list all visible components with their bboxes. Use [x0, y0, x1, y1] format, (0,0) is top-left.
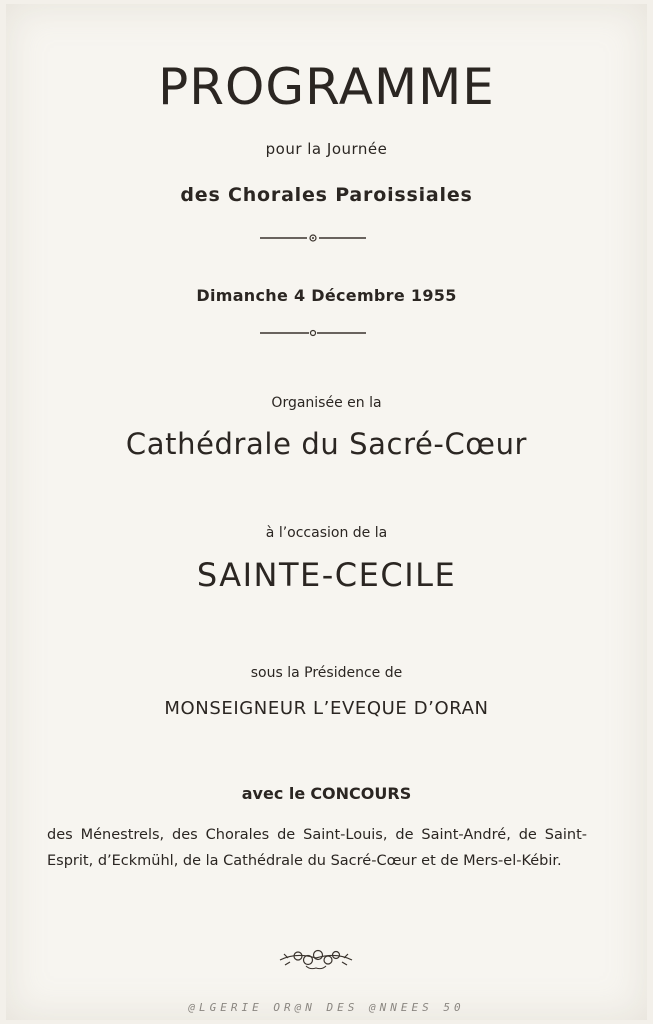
avec-prefix: avec le: [241, 784, 306, 803]
feast-name: SAINTE-CECILE: [196, 556, 457, 594]
floral-ornament-icon: [276, 940, 356, 974]
bishop-name: MONSEIGNEUR L’EVEQUE D’ORAN: [164, 698, 489, 719]
subtitle-line-1: pour la Journée: [265, 140, 388, 158]
participants-paragraph: des Ménestrels, des Chorales de Saint-Louis, de Saint-André, de Saint-Esprit, d’Eckmühl, de la Cathédrale du Sacré-Cœur et de Mers-el-Kébir.: [47, 827, 587, 869]
divider-ornament-1: [0, 232, 653, 244]
divider-ornament-2: [0, 327, 653, 339]
page-title: PROGRAMME: [158, 58, 495, 116]
presidence-text: sous la Présidence de: [250, 665, 403, 681]
event-date: Dimanche 4 Décembre 1955: [196, 286, 457, 305]
organised-in-text: Organisée en la: [271, 395, 382, 411]
concours-line: [0, 784, 653, 803]
concours-word: CONCOURS: [310, 784, 412, 803]
occasion-text: à l’occasion de la: [265, 525, 388, 541]
cathedral-name: Cathédrale du Sacré-Cœur: [125, 427, 528, 461]
watermark: @LGERIE OR@N DES @NNEES 50: [188, 1001, 465, 1014]
subtitle-line-2: des Chorales Paroissiales: [180, 184, 473, 206]
